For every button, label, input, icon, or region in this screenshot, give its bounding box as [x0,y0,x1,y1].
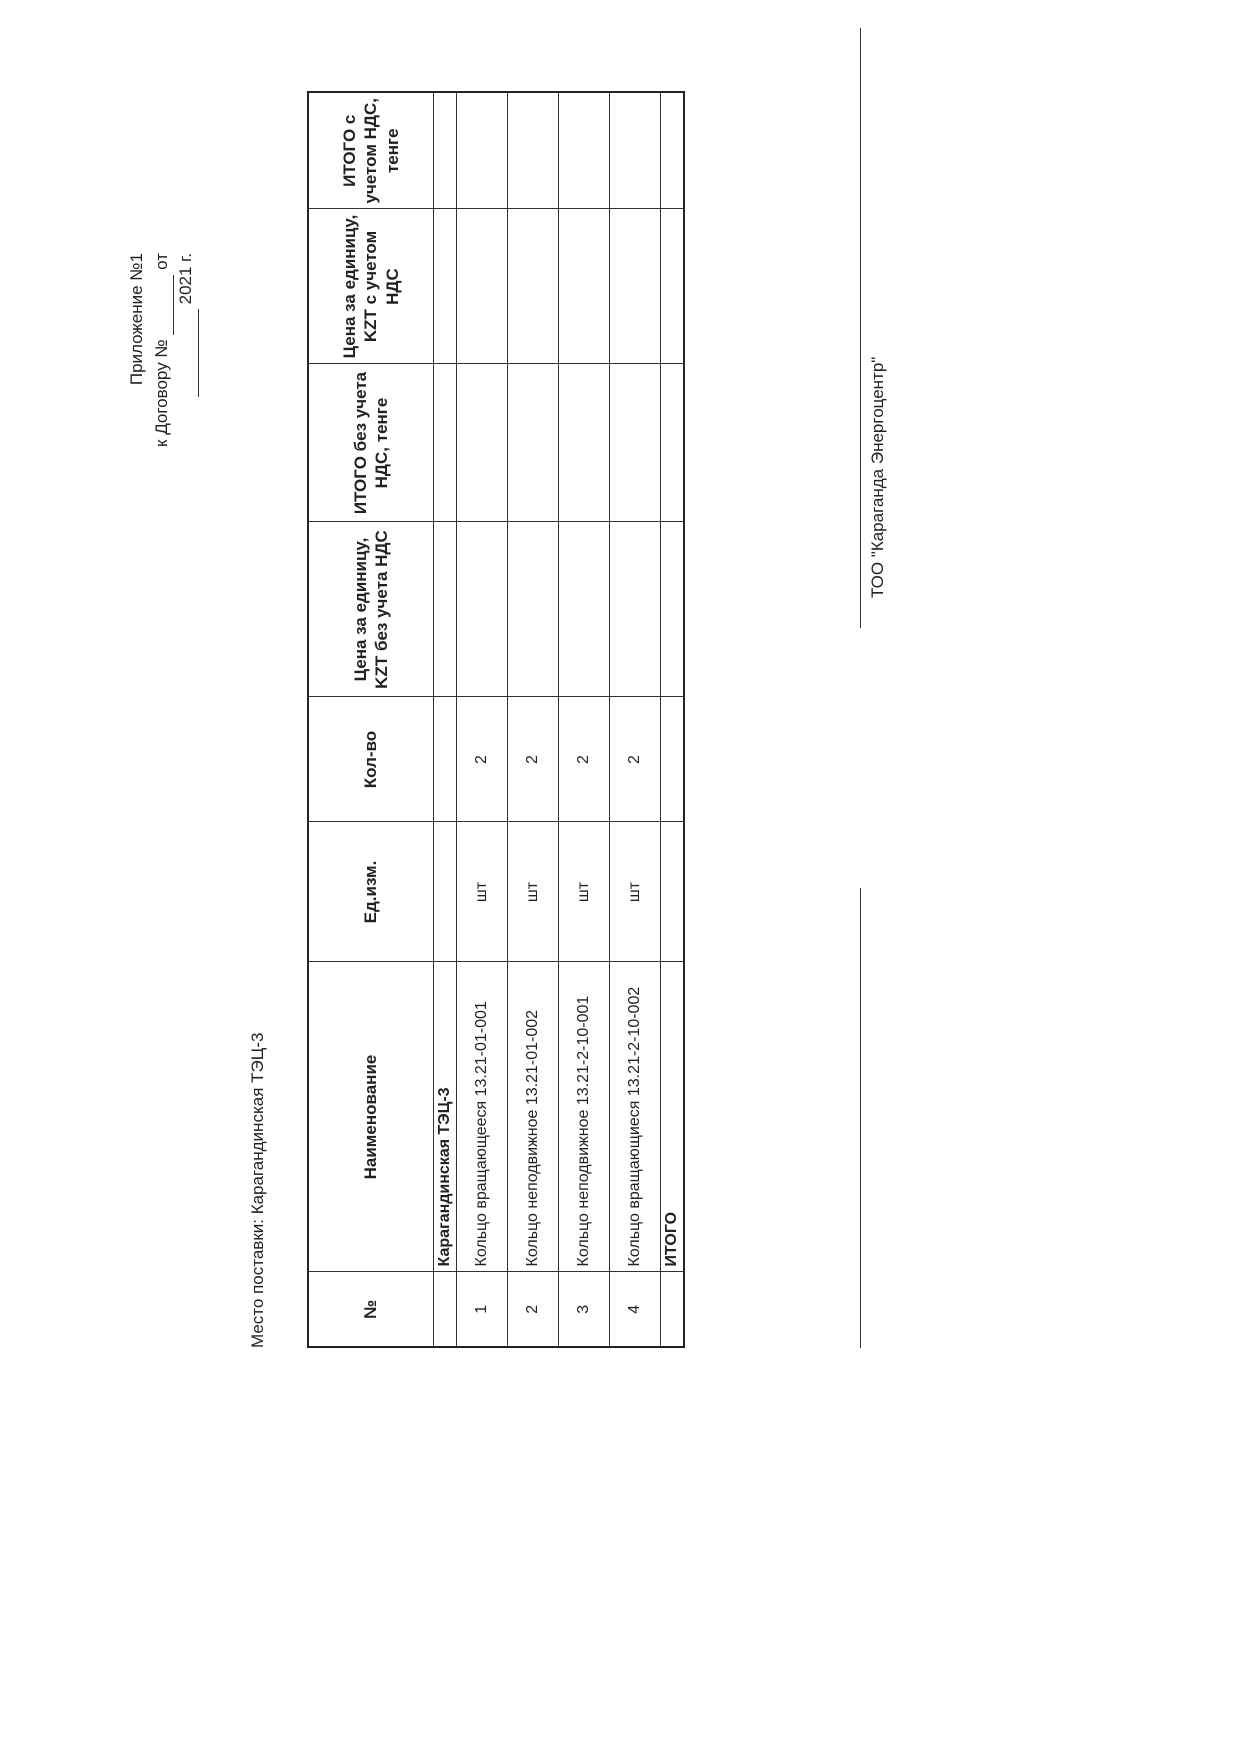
total-label: ИТОГО [661,962,685,1272]
row-number: 1 [457,1272,508,1347]
group-row [434,92,457,1347]
group-name: Карагандинская ТЭЦ-3 [434,962,457,1272]
header-number: № [308,1272,434,1347]
row-quantity: 2 [508,697,559,822]
company-name: ТОО "Караганда Энергоцентр" [868,356,887,598]
row-number: 3 [559,1272,610,1347]
contract-year: 2021 г. [176,253,196,305]
header-unit-price-no-vat: Цена за единицу, KZT без учета НДС [308,522,434,697]
table-header-row [308,92,434,1347]
header-name: Наименование [308,962,434,1272]
row-quantity: 2 [457,697,508,822]
header-unit-price-vat: Цена за единицу, KZT с учетом НДС [308,209,434,364]
row-number: 2 [508,1272,559,1347]
header-total-vat: ИТОГО с учетом НДС, тенге [308,92,434,209]
header-total-no-vat: ИТОГО без учета НДС, тенге [308,364,434,522]
row-unit: шт [610,822,661,962]
row-unit: шт [457,822,508,962]
row-name: Кольцо вращающиеся 13.21-2-10-002 [610,962,661,1272]
specification-table [307,91,685,1348]
table-row [457,92,508,1347]
contract-date-blank [198,309,199,397]
contract-reference [150,253,175,553]
appendix-title: Приложение №1 [127,253,146,386]
table-row [508,92,559,1347]
header-unit: Ед.изм. [308,822,434,962]
table-row [610,92,661,1347]
header-quantity: Кол-во [308,697,434,822]
row-unit: шт [559,822,610,962]
delivery-place: Место поставки: Карагандинская ТЭЦ-3 [248,1032,267,1348]
contract-prefix: к Договору № [151,339,171,447]
total-row [661,92,685,1347]
signature-line-company [860,28,861,628]
row-name: Кольцо вращающееся 13.21-01-001 [457,962,508,1272]
row-quantity: 2 [610,697,661,822]
appendix-header [125,253,199,553]
row-name: Кольцо неподвижное 13.21-01-002 [508,962,559,1272]
row-quantity: 2 [559,697,610,822]
table-row [559,92,610,1347]
row-name: Кольцо неподвижное 13.21-2-10-001 [559,962,610,1272]
contract-date [174,253,199,553]
row-number: 4 [610,1272,661,1347]
group-num-cell [434,1272,457,1347]
row-unit: шт [508,822,559,962]
date-prefix: от [151,253,171,270]
signature-line-buyer [860,888,861,1348]
